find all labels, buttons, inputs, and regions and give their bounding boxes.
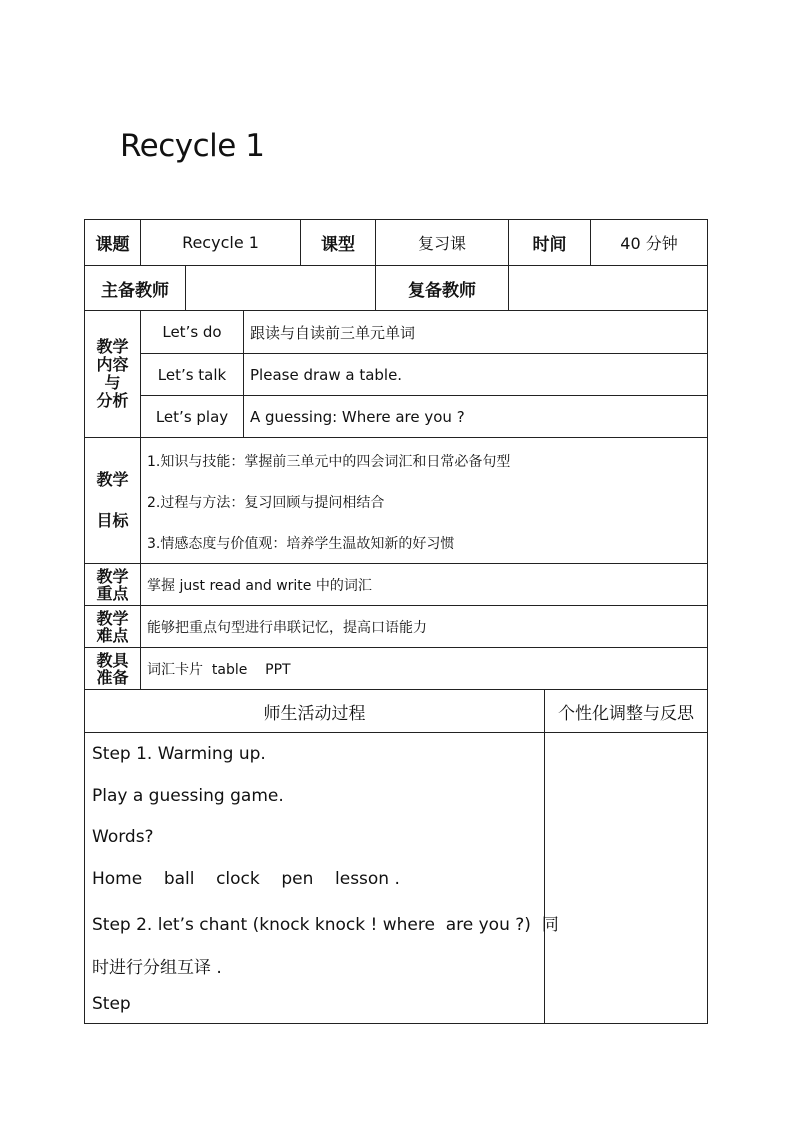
key-points-text: 掌握 just read and write 中的词汇 — [147, 577, 372, 594]
materials-label: 教具 准备 — [96, 650, 129, 687]
content-row-text: A guessing: Where are you ? — [250, 407, 465, 426]
content-row-label: Let’s do — [162, 323, 222, 341]
content-row-text: Please draw a table. — [250, 365, 403, 384]
time-label: 时间 — [532, 235, 567, 255]
key-points-label: 教学 重点 — [96, 566, 129, 603]
reflection-header: 个性化调整与反思 — [558, 703, 694, 724]
goal-item: 2.过程与方法：复习回顾与提问相结合 — [147, 495, 385, 511]
process-line: Step 1. Warming up. — [92, 744, 266, 764]
process-header: 师生活动过程 — [263, 703, 366, 724]
second-teacher-value — [509, 266, 707, 310]
goals-label-bottom: 目标 — [96, 510, 129, 530]
difficulties-label: 教学 难点 — [96, 608, 129, 645]
process-line: Home ball clock pen lesson . — [92, 869, 400, 889]
document-title: Recycle 1 — [120, 128, 265, 164]
difficulties-text: 能够把重点句型进行串联记忆，提高口语能力 — [147, 619, 427, 636]
process-line: Step 2. let’s chant (knock knock ! where are you ?) 同 — [92, 915, 559, 935]
topic-label: 课题 — [95, 235, 130, 255]
process-line: Words? — [92, 827, 154, 847]
process-line: 时进行分组互译 . — [92, 958, 222, 978]
content-row-label: Let’s play — [155, 407, 229, 426]
second-teacher-label: 复备教师 — [408, 280, 476, 301]
topic-value: Recycle 1 — [182, 233, 259, 252]
process-line: Play a guessing game. — [92, 786, 284, 806]
materials-text: 词汇卡片 table PPT — [147, 661, 291, 678]
content-analysis-label: 教学 内容 与 分析 — [96, 337, 129, 410]
goal-item: 1.知识与技能：掌握前三单元中的四会词汇和日常必备句型 — [147, 454, 511, 470]
lesson-type-value: 复习课 — [417, 234, 466, 253]
lesson-plan-table — [84, 219, 708, 1024]
content-row-label: Let’s talk — [157, 365, 227, 384]
goals-label-top: 教学 — [96, 469, 129, 489]
process-line: Step — [92, 994, 131, 1014]
goal-item: 3.情感态度与价值观：培养学生温故知新的好习惯 — [147, 536, 455, 552]
content-row-text: 跟读与自读前三单元单词 — [250, 323, 416, 342]
main-teacher-label: 主备教师 — [101, 280, 169, 301]
lesson-type-label: 课型 — [321, 235, 355, 255]
main-teacher-value — [186, 266, 375, 310]
reflection-cell — [545, 733, 707, 1023]
time-value: 40 分钟 — [620, 234, 678, 253]
